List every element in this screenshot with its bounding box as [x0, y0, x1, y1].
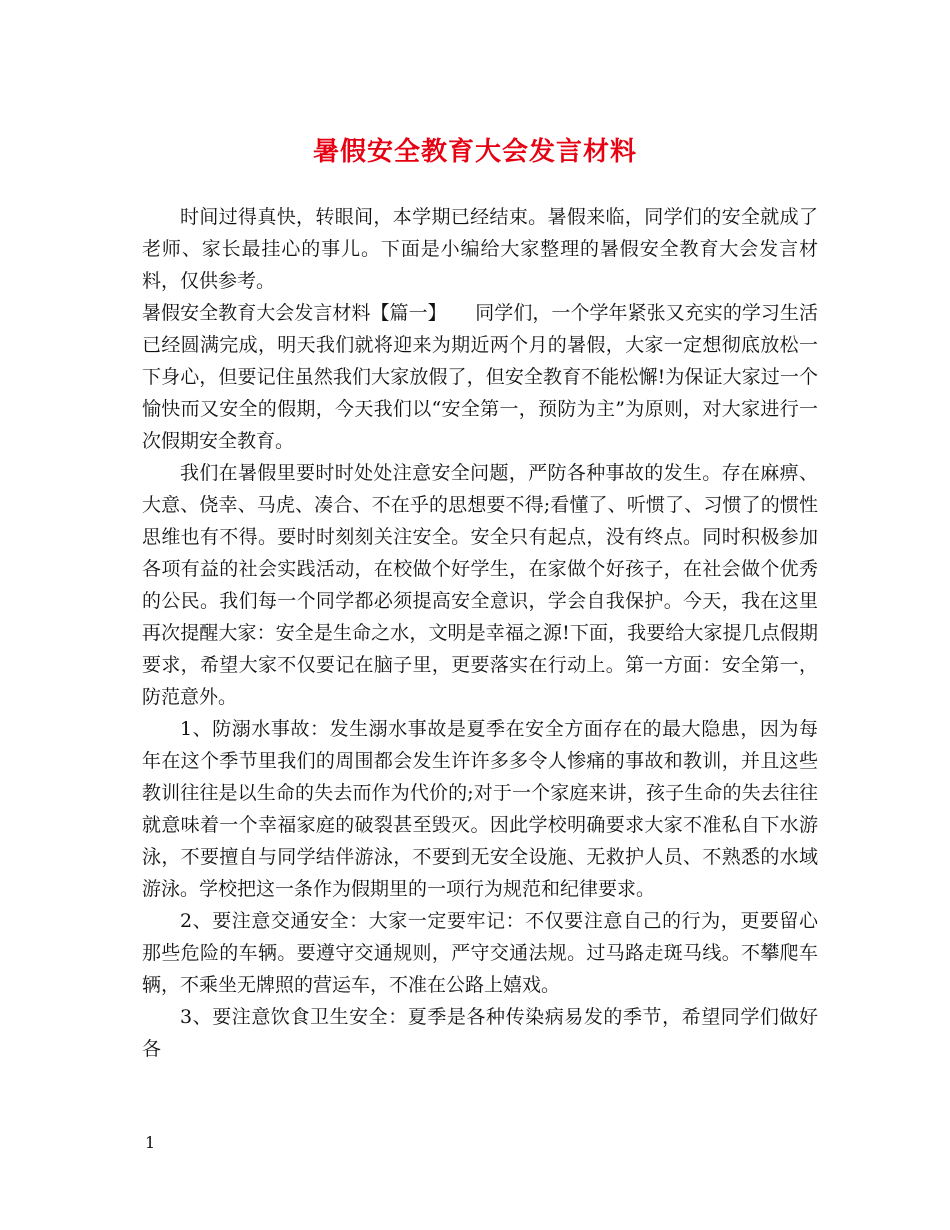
section-one-paragraph: 暑假安全教育大会发言材料【篇一】 同学们，一个学年紧张又充实的学习生活已经圆满完成，明天我们就将迎来为期近两个月的暑假，大家一定想彻底放松一下身心，但要记住虽然我们大家放假了，但安全教育不能松懈!为保证大家过一个愉快而又安全的假期，今天我们以“安全第一，预防为主”为原则，对大家进行一次假期安全教育。: [142, 302, 818, 452]
document-body: [142, 201, 818, 1065]
drowning-prevention-paragraph: 1、防溺水事故：发生溺水事故是夏季在安全方面存在的最大隐患，因为每年在这个季节里我们的周围都会发生许许多多令人惨痛的事故和教训，并且这些教训往往是以生命的失去而作为代价的;对于一个家庭来讲，孩子生命的失去往往就意味着一个幸福家庭的破裂甚至毁灭。因此学校明确要求大家不准私自下水游泳，不要擅自与同学结伴游泳，不要到无安全设施、无救护人员、不熟悉的水域游泳。学校把这一条作为假期里的一项行为规范和纪律要求。: [142, 718, 818, 900]
traffic-safety-paragraph: 2、要注意交通安全：大家一定要牢记：不仅要注意自己的行为，更要留心那些危险的车辆。要遵守交通规则，严守交通法规。过马路走斑马线。不攀爬车辆，不乘坐无牌照的营运车，不准在公路上嬉戏。: [142, 910, 818, 996]
intro-paragraph: 时间过得真快，转眼间，本学期已经结束。暑假来临，同学们的安全就成了老师、家长最挂心的事儿。下面是小编给大家整理的暑假安全教育大会发言材料，仅供参考。: [142, 206, 818, 292]
page-number: 1: [145, 1133, 156, 1152]
food-safety-paragraph: 3、要注意饮食卫生安全：夏季是各种传染病易发的季节，希望同学们做好各: [142, 1006, 818, 1060]
document-title: 暑假安全教育大会发言材料: [312, 137, 637, 167]
safety-awareness-paragraph: 我们在暑假里要时时处处注意安全问题，严防各种事故的发生。存在麻痹、大意、侥幸、马虎、凑合、不在乎的思想要不得;看懂了、听惯了、习惯了的惯性思维也有不得。要时时刻刻关注安全。安全只有起点，没有终点。同时积极参加各项有益的社会实践活动，在校做个好学生，在家做个好孩子，在社会做个优秀的公民。我们每一个同学都必须提高安全意识，学会自我保护。今天，我在这里再次提醒大家：安全是生命之水，文明是幸福之源!下面，我要给大家提几点假期要求，希望大家不仅要记在脑子里，更要落实在行动上。第一方面：安全第一，防范意外。: [142, 462, 818, 708]
